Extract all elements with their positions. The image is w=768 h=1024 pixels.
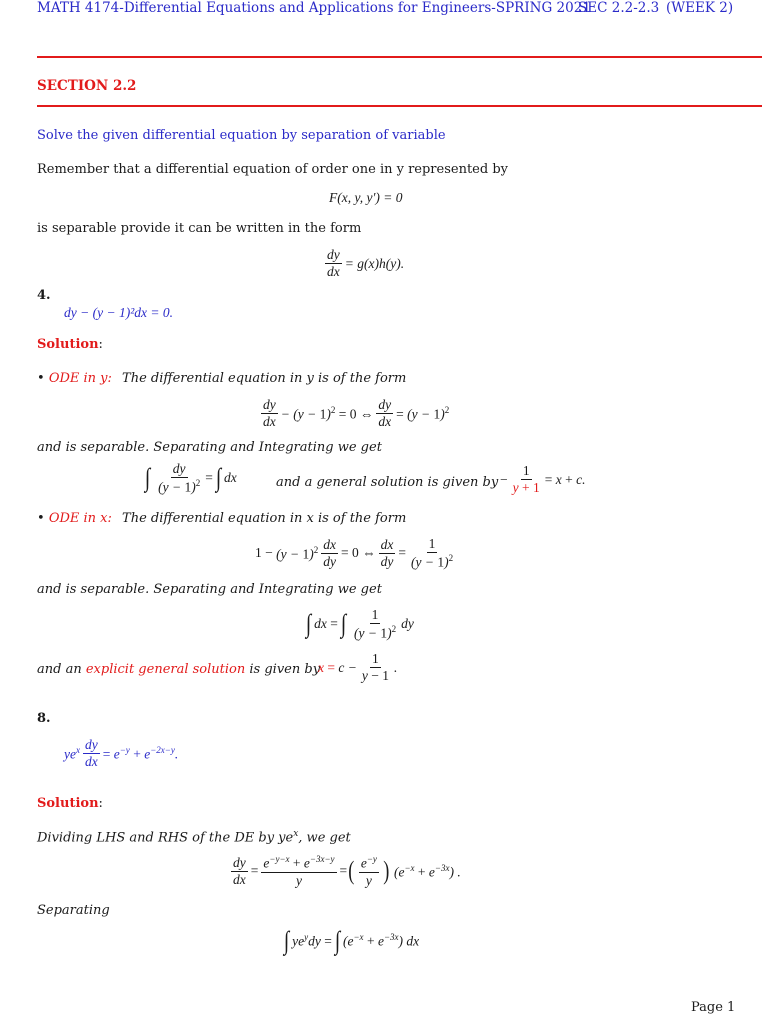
separating-text: Separating — [37, 903, 110, 918]
problem-4-equation: dy − (y − 1)²dx = 0. — [64, 305, 173, 320]
eq2-rhs: = g(x)h(y). — [344, 255, 405, 271]
dividing-line: Dividing LHS and RHS of the DE by $ye^x$, we get — [37, 829, 351, 846]
dividing-suffix: , we get — [298, 830, 351, 846]
intro-equation-1: F(x, y, y′) = 0 — [329, 190, 403, 205]
header-week: (WEEK 2) — [666, 0, 734, 16]
ode-y-label: ODE in y: — [48, 371, 112, 386]
instruction: Solve the given differential equation by separation of variable — [37, 128, 446, 143]
solution-label: Solution — [37, 337, 99, 352]
ode-y-equation: $\frac{dy}{dx}$ − $(y - 1)^2 = 0$ ⇔ $\frac{dy}{dx}$ = $(y - 1)^2$ — [263, 397, 450, 430]
problem-8-number: 8. — [37, 711, 51, 726]
bullet: • — [37, 511, 45, 526]
dividing-equation: $\frac{dy}{dx}$ = $\frac{e^{-y-x} + e^{-3x-y}}{y}$ = ( $\frac{e^{-y}}{y}$ ) $(e^{-x} + e^{-3x})$ . — [233, 854, 461, 888]
intro-equation-2 — [322, 248, 404, 279]
separable-text-2: and is separable. Separating and Integrating we get — [37, 582, 382, 597]
eq2-numerator: dy — [325, 248, 342, 264]
intro-line-2: is separable provide it can be written in the form — [37, 221, 362, 236]
ode-x-text: The differential equation in x is of the form — [122, 511, 407, 526]
explicit-line — [37, 662, 320, 677]
problem-4-solution: Solution: — [37, 337, 103, 352]
ode-x-label: ODE in x: — [48, 511, 112, 526]
problem-8-equation: $ye^x$ $\frac{dy}{dx}$ = $e^{-y} + e^{-2x-y}$. — [64, 737, 179, 770]
explicit-solution: x = c − $\frac{1}{y - 1}$ . — [318, 651, 398, 684]
ode-y-text: The differential equation in y is of the form — [122, 371, 407, 386]
explicit-red: explicit general solution — [85, 662, 246, 677]
general-solution: − $\frac{1}{y + 1}$ = x + c. — [500, 463, 586, 496]
dividing-text: Dividing LHS and RHS of the DE by ye — [37, 830, 294, 846]
explicit-suffix: is given by — [249, 662, 321, 677]
header-section-ref: SEC 2.2-2.3 — [578, 0, 660, 16]
section-rule — [37, 105, 762, 107]
ode-y-line — [37, 371, 406, 386]
page-number: Page 1 — [691, 1000, 736, 1015]
separated-integral: ∫ $ye^ydy$ = ∫ $(e^{-x} + e^{-3x})$ dx — [283, 926, 420, 955]
ode-x-equation: 1 − $(y - 1)^2$ $\frac{dx}{dy}$ = 0 ⇔ $\frac{dx}{dy}$ = $\frac{1}{(y - 1)^2}$ — [255, 536, 454, 570]
problem-8-solution: Solution: — [37, 796, 103, 811]
integral-equation-x: ∫ dx = ∫ $\frac{1}{(y - 1)^2}$ dy — [305, 607, 414, 641]
integral-equation-y: ∫ $\frac{dy}{(y - 1)^2}$ = ∫ dx — [144, 461, 237, 495]
eq2-denominator: dx — [327, 264, 340, 280]
top-rule — [37, 56, 762, 58]
bullet: • — [37, 371, 45, 386]
general-sol-text: and a general solution is given by — [276, 475, 499, 490]
section-title: SECTION 2.2 — [37, 78, 137, 94]
ode-x-line — [37, 511, 406, 526]
solution-label: Solution — [37, 796, 99, 811]
intro-line-1: Remember that a differential equation of order one in y represented by — [37, 162, 508, 177]
explicit-prefix: and an — [37, 662, 82, 677]
header-course: MATH 4174-Differential Equations and Applications for Engineers-SPRING 2021 — [37, 0, 591, 16]
separable-text-1: and is separable. Separating and Integrating we get — [37, 440, 382, 455]
problem-4-number: 4. — [37, 288, 51, 303]
